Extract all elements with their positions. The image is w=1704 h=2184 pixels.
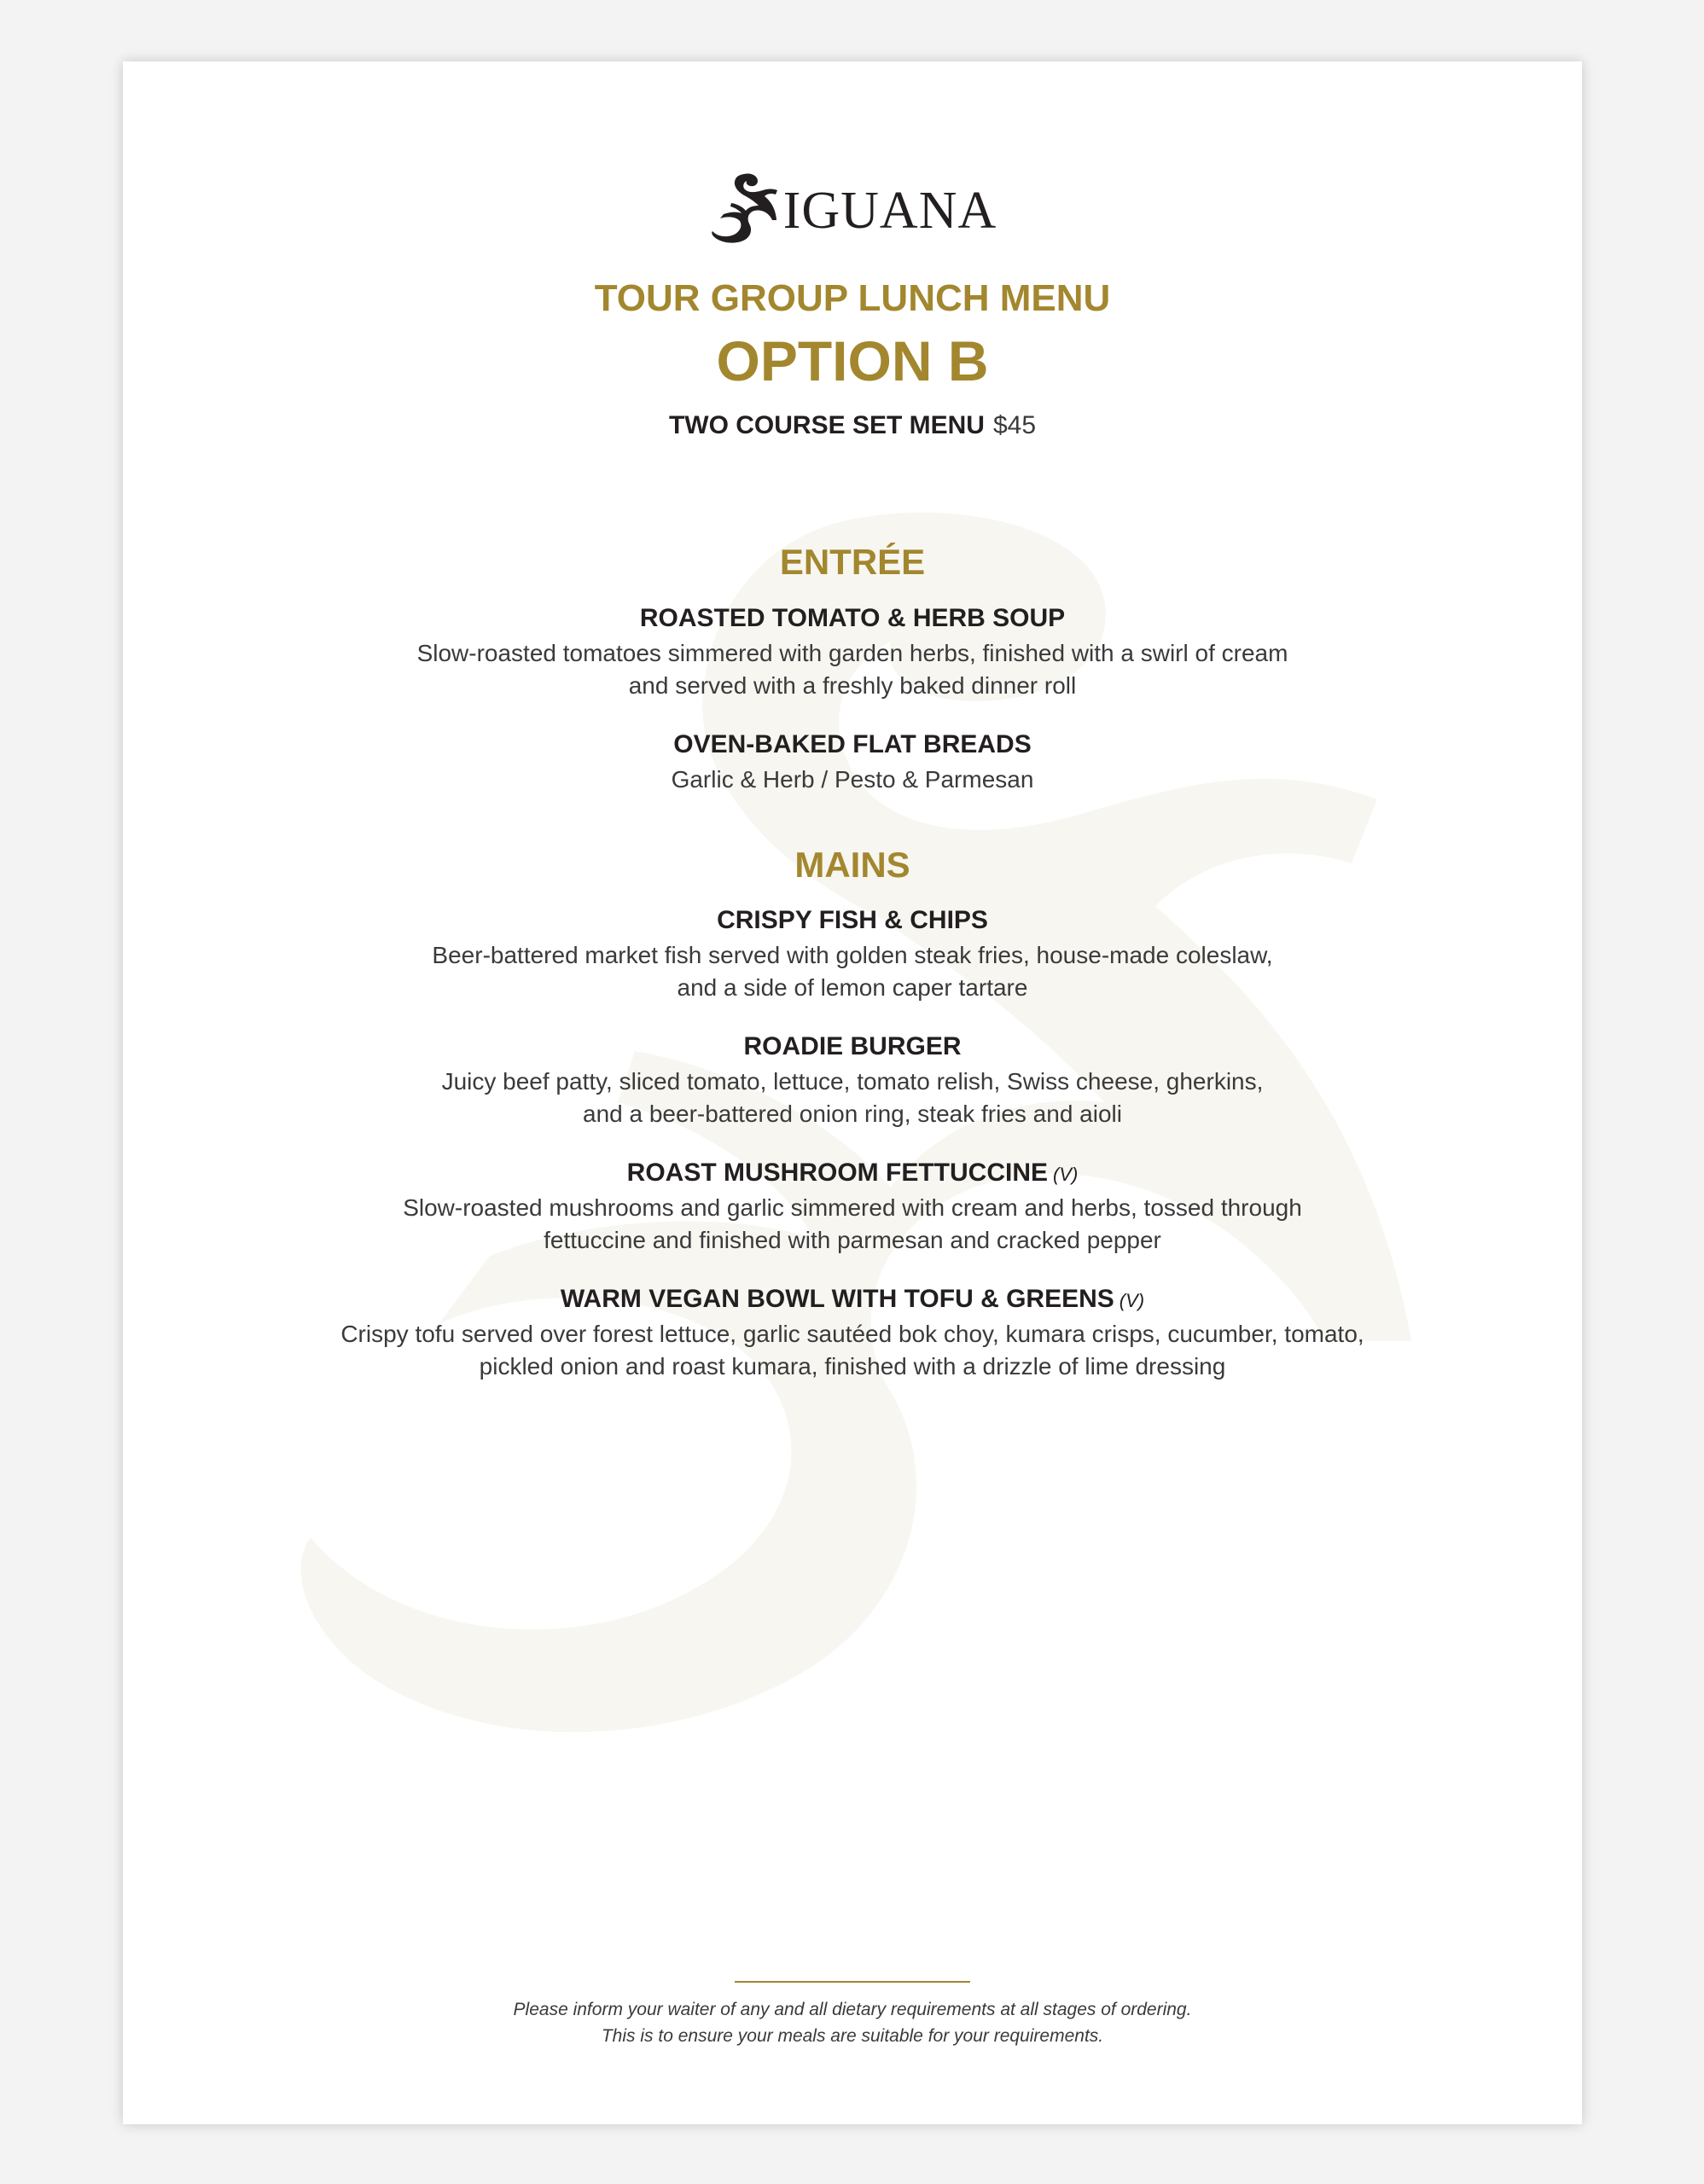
item-description — [123, 1318, 1582, 1383]
item-description — [123, 1192, 1582, 1257]
set-menu-price: $45 — [992, 411, 1037, 439]
item-description-line: pickled onion and roast kumara, finished with a drizzle of lime dressing — [479, 1353, 1226, 1380]
item-description — [123, 637, 1582, 702]
item-name-with-tag — [123, 1160, 1582, 1186]
menu-page — [123, 61, 1582, 2124]
item-description-line: and a side of lemon caper tartare — [677, 974, 1028, 1001]
item-description-line: and served with a freshly baked dinner roll — [628, 672, 1077, 699]
item-description-line: fettuccine and finished with parmesan and cracked pepper — [544, 1227, 1161, 1253]
item-description — [123, 764, 1582, 796]
item-name-with-tag — [123, 1287, 1582, 1312]
item-name-text: ROAST MUSHROOM FETTUCCINE — [626, 1159, 1048, 1187]
dietary-note — [123, 1996, 1582, 2049]
vegetarian-tag: (V) — [1119, 1290, 1145, 1311]
vegetarian-tag: (V) — [1053, 1164, 1079, 1185]
set-menu-line — [123, 413, 1582, 439]
item-name: ROADIE BURGER — [743, 1032, 962, 1060]
item-name: ROASTED TOMATO & HERB SOUP — [639, 604, 1066, 632]
item-description — [123, 939, 1582, 1004]
item-description-line: Slow-roasted mushrooms and garlic simmered with cream and herbs, tossed through — [403, 1194, 1302, 1221]
footer-divider — [735, 1981, 970, 1983]
brand-logo — [123, 172, 1582, 244]
dietary-note-line: Please inform your waiter of any and all dietary requirements at all stages of ordering. — [513, 2000, 1192, 2019]
menu-title: OPTION B — [716, 329, 989, 392]
gecko-logo-icon — [708, 172, 778, 244]
set-menu-label: TWO COURSE SET MENU — [668, 411, 985, 439]
item-description-line: and a beer-battered onion ring, steak fries and aioli — [583, 1101, 1122, 1127]
item-description-line: Garlic & Herb / Pesto & Parmesan — [671, 766, 1034, 793]
item-name: CRISPY FISH & CHIPS — [717, 906, 988, 934]
item-name-text: WARM VEGAN BOWL WITH TOFU & GREENS — [560, 1285, 1114, 1313]
dietary-note-line: This is to ensure your meals are suitable for your requirements. — [601, 2026, 1104, 2046]
item-description-line: Juicy beef patty, sliced tomato, lettuce, tomato relish, Swiss cheese, gherkins, — [441, 1068, 1264, 1095]
item-description-line: Crispy tofu served over forest lettuce, garlic sautéed bok choy, kumara crisps, cucumber, tomato, — [340, 1321, 1364, 1347]
item-description-line: Slow-roasted tomatoes simmered with garden herbs, finished with a swirl of cream — [416, 640, 1288, 666]
menu-subtitle: TOUR GROUP LUNCH MENU — [594, 277, 1111, 319]
item-description-line: Beer-battered market fish served with golden steak fries, house-made coleslaw, — [432, 942, 1273, 968]
section-heading-mains: MAINS — [794, 845, 910, 885]
brand-name: IGUANA — [782, 182, 997, 240]
item-name: OVEN-BAKED FLAT BREADS — [673, 730, 1032, 758]
item-description — [123, 1066, 1582, 1130]
section-heading-entree: ENTRÉE — [779, 542, 926, 582]
